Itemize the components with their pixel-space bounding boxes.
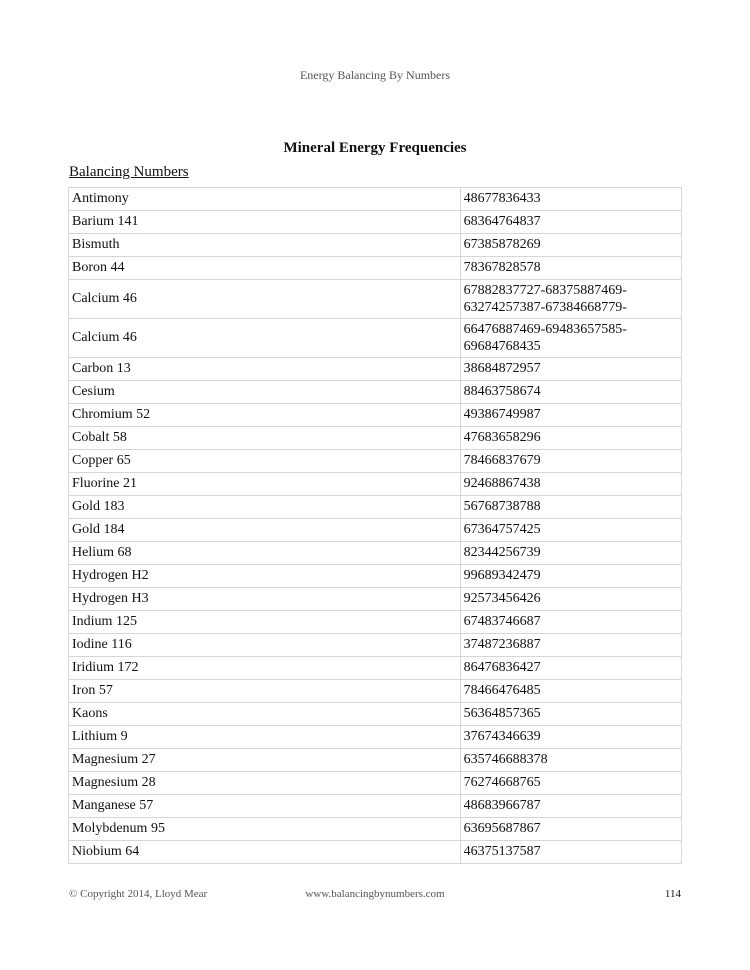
frequency-number-cell: 99689342479 — [460, 565, 681, 588]
table-row — [69, 358, 682, 381]
frequency-number-cell: 66476887469-69483657585-69684768435 — [460, 319, 681, 358]
mineral-name-cell: Calcium 46 — [69, 280, 461, 319]
mineral-name-cell: Iridium 172 — [69, 657, 461, 680]
mineral-name-cell: Helium 68 — [69, 542, 461, 565]
table-row — [69, 450, 682, 473]
frequency-number-cell: 37487236887 — [460, 634, 681, 657]
frequency-number-cell: 67364757425 — [460, 519, 681, 542]
mineral-name-cell: Hydrogen H3 — [69, 588, 461, 611]
frequency-number-cell: 46375137587 — [460, 841, 681, 864]
table-row — [69, 818, 682, 841]
mineral-name-cell: Gold 184 — [69, 519, 461, 542]
page-number: 114 — [664, 888, 681, 900]
frequency-number-cell: 56768738788 — [460, 496, 681, 519]
frequency-number-cell: 67882837727-68375887469-63274257387-67384668779- — [460, 280, 681, 319]
frequency-number-cell: 48683966787 — [460, 795, 681, 818]
frequency-number-cell: 47683658296 — [460, 427, 681, 450]
frequency-number-cell: 67385878269 — [460, 234, 681, 257]
mineral-name-cell: Bismuth — [69, 234, 461, 257]
mineral-name-cell: Iron 57 — [69, 680, 461, 703]
table-row — [69, 588, 682, 611]
mineral-name-cell: Boron 44 — [69, 257, 461, 280]
frequency-table — [68, 187, 682, 864]
mineral-name-cell: Cesium — [69, 381, 461, 404]
page-title: Mineral Energy Frequencies — [283, 140, 467, 156]
running-header: Energy Balancing By Numbers — [299, 68, 451, 82]
frequency-number-cell: 38684872957 — [460, 358, 681, 381]
table-row — [69, 841, 682, 864]
mineral-name-cell: Chromium 52 — [69, 404, 461, 427]
mineral-name-cell: Lithium 9 — [69, 726, 461, 749]
mineral-name-cell: Barium 141 — [69, 211, 461, 234]
table-row — [69, 496, 682, 519]
frequency-number-cell: 82344256739 — [460, 542, 681, 565]
frequency-number-cell: 37674346639 — [460, 726, 681, 749]
table-row — [69, 772, 682, 795]
frequency-number-cell: 49386749987 — [460, 404, 681, 427]
table-row — [69, 257, 682, 280]
frequency-number-cell: 68364764837 — [460, 211, 681, 234]
table-row — [69, 404, 682, 427]
frequency-number-cell: 86476836427 — [460, 657, 681, 680]
mineral-name-cell: Calcium 46 — [69, 319, 461, 358]
table-row — [69, 611, 682, 634]
frequency-number-cell: 76274668765 — [460, 772, 681, 795]
mineral-name-cell: Magnesium 27 — [69, 749, 461, 772]
frequency-number-cell: 48677836433 — [460, 188, 681, 211]
mineral-name-cell: Fluorine 21 — [69, 473, 461, 496]
table-row — [69, 519, 682, 542]
table-row — [69, 542, 682, 565]
section-subtitle: Balancing Numbers — [69, 164, 189, 180]
footer-copyright: © Copyright 2014, Lloyd Mear — [69, 888, 208, 900]
frequency-number-cell: 88463758674 — [460, 381, 681, 404]
table-row — [69, 703, 682, 726]
table-row — [69, 319, 682, 358]
table-row — [69, 795, 682, 818]
table-row — [69, 234, 682, 257]
table-row — [69, 211, 682, 234]
frequency-number-cell: 92573456426 — [460, 588, 681, 611]
table-row — [69, 473, 682, 496]
frequency-number-cell: 635746688378 — [460, 749, 681, 772]
footer-website: www.balancingbynumbers.com — [305, 888, 445, 900]
mineral-name-cell: Manganese 57 — [69, 795, 461, 818]
mineral-name-cell: Copper 65 — [69, 450, 461, 473]
frequency-number-cell: 67483746687 — [460, 611, 681, 634]
frequency-number-cell: 78466476485 — [460, 680, 681, 703]
table-row — [69, 427, 682, 450]
table-row — [69, 188, 682, 211]
mineral-name-cell: Kaons — [69, 703, 461, 726]
frequency-number-cell: 92468867438 — [460, 473, 681, 496]
table-row — [69, 749, 682, 772]
mineral-name-cell: Carbon 13 — [69, 358, 461, 381]
mineral-name-cell: Iodine 116 — [69, 634, 461, 657]
mineral-name-cell: Antimony — [69, 188, 461, 211]
mineral-name-cell: Magnesium 28 — [69, 772, 461, 795]
mineral-name-cell: Indium 125 — [69, 611, 461, 634]
mineral-name-cell: Gold 183 — [69, 496, 461, 519]
frequency-number-cell: 56364857365 — [460, 703, 681, 726]
mineral-name-cell: Hydrogen H2 — [69, 565, 461, 588]
frequency-number-cell: 78367828578 — [460, 257, 681, 280]
table-row — [69, 634, 682, 657]
table-row — [69, 565, 682, 588]
frequency-table-body — [69, 188, 682, 864]
table-row — [69, 726, 682, 749]
frequency-number-cell: 78466837679 — [460, 450, 681, 473]
table-row — [69, 381, 682, 404]
mineral-name-cell: Cobalt 58 — [69, 427, 461, 450]
frequency-number-cell: 63695687867 — [460, 818, 681, 841]
table-row — [69, 680, 682, 703]
mineral-name-cell: Niobium 64 — [69, 841, 461, 864]
table-row — [69, 657, 682, 680]
mineral-name-cell: Molybdenum 95 — [69, 818, 461, 841]
table-row — [69, 280, 682, 319]
